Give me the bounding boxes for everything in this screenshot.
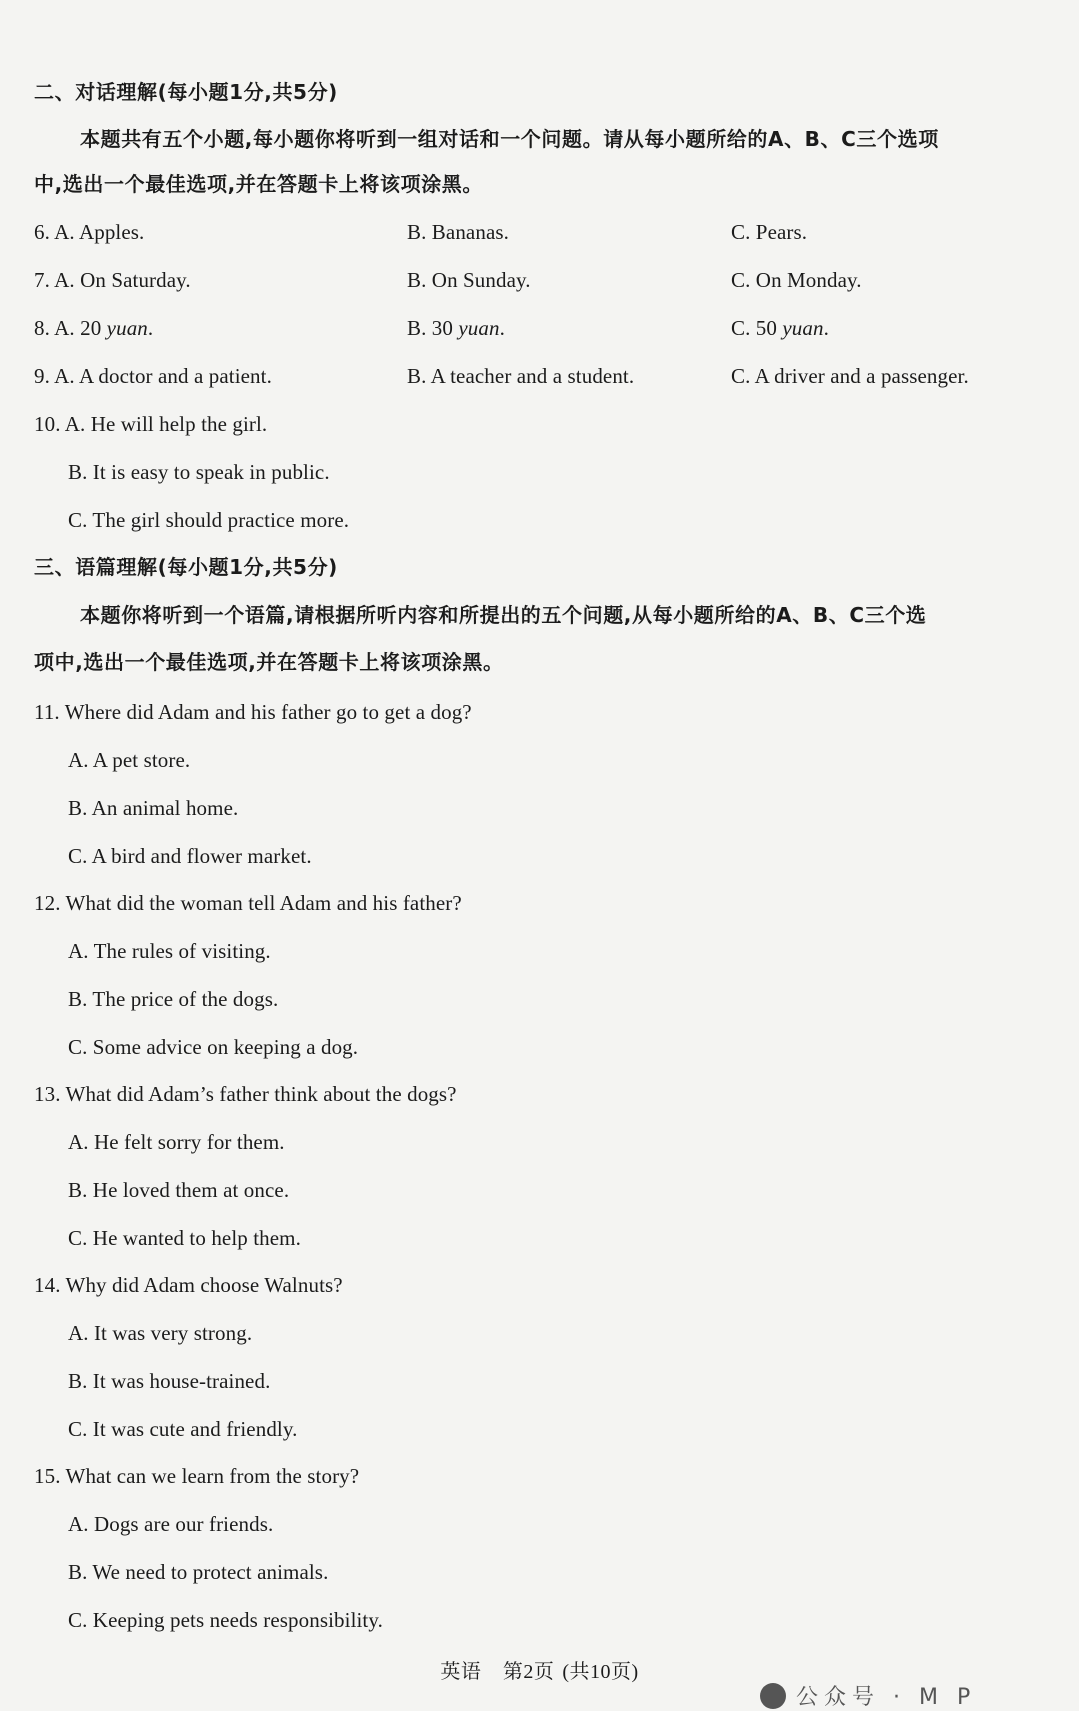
q13-question: 13. What did Adam’s father think about the dogs? [34, 1082, 457, 1106]
q12-option-c: C. Some advice on keeping a dog. [68, 1035, 359, 1059]
q13-option-b: B. He loved them at once. [68, 1178, 290, 1202]
q8-b-prefix: B. 30 [407, 316, 459, 340]
q8-a-suffix: . [147, 316, 154, 340]
q7-option-a: 7. A. On Saturday. [34, 268, 191, 292]
q8-option-c [731, 314, 829, 342]
q14-option-a: A. It was very strong. [68, 1321, 253, 1345]
section2-intro-line1: 本题共有五个小题,每小题你将听到一组对话和一个问题。请从每小题所给的A、B、C三个选项 [80, 127, 939, 151]
q8-c-suffix: . [823, 316, 829, 340]
q8-b-unit: yuan [458, 316, 500, 340]
q8-a-prefix: 8. A. 20 [34, 316, 107, 340]
q9-option-a: 9. A. A doctor and a patient. [34, 364, 272, 388]
q13-option-a: A. He felt sorry for them. [68, 1130, 285, 1154]
q9-option-b: B. A teacher and a student. [407, 364, 635, 388]
footer-total: (共10页) [562, 1661, 639, 1683]
q7-option-c: C. On Monday. [731, 268, 862, 292]
watermark-text: 公众号 · M P [796, 1685, 977, 1710]
q7-option-b: B. On Sunday. [407, 268, 531, 292]
section3-intro-line2: 项中,选出一个最佳选项,并在答题卡上将该项涂黑。 [34, 650, 504, 674]
q8-c-prefix: C. 50 [731, 316, 783, 340]
q8-a-unit: yuan [106, 316, 148, 340]
q8-c-unit: yuan [782, 316, 824, 340]
q14-question: 14. Why did Adam choose Walnuts? [34, 1273, 343, 1297]
q6-option-a: 6. A. Apples. [34, 220, 145, 244]
q12-question: 12. What did the woman tell Adam and his father? [34, 891, 462, 915]
q9-option-c: C. A driver and a passenger. [731, 364, 969, 388]
q8-b-suffix: . [499, 316, 505, 340]
q10-option-b: B. It is easy to speak in public. [68, 460, 330, 484]
q15-option-b: B. We need to protect animals. [68, 1560, 329, 1584]
q8-option-a [34, 314, 153, 342]
q10-option-a: 10. A. He will help the girl. [34, 412, 268, 436]
watermark-logo-icon [760, 1683, 786, 1709]
q12-option-b: B. The price of the dogs. [68, 987, 279, 1011]
footer-subject: 英语 [440, 1661, 482, 1683]
q11-question: 11. Where did Adam and his father go to get a dog? [34, 700, 472, 724]
q6-option-b: B. Bananas. [407, 220, 509, 244]
q11-option-b: B. An animal home. [68, 796, 239, 820]
q8-option-b [407, 314, 505, 342]
q15-question: 15. What can we learn from the story? [34, 1464, 360, 1488]
q11-option-c: C. A bird and flower market. [68, 844, 312, 868]
q15-option-a: A. Dogs are our friends. [68, 1512, 274, 1536]
section2-intro-line2: 中,选出一个最佳选项,并在答题卡上将该项涂黑。 [34, 172, 483, 196]
footer-page: 第2页 [502, 1661, 555, 1683]
section2-title: 二、对话理解(每小题1分,共5分) [34, 80, 338, 104]
q15-option-c: C. Keeping pets needs responsibility. [68, 1608, 383, 1632]
q13-option-c: C. He wanted to help them. [68, 1226, 301, 1250]
q6-option-c: C. Pears. [731, 220, 808, 244]
q11-option-a: A. A pet store. [68, 748, 191, 772]
section3-title: 三、语篇理解(每小题1分,共5分) [34, 555, 338, 579]
q14-option-c: C. It was cute and friendly. [68, 1417, 298, 1441]
q14-option-b: B. It was house-trained. [68, 1369, 271, 1393]
q10-option-c: C. The girl should practice more. [68, 508, 350, 532]
section3-intro-line1: 本题你将听到一个语篇,请根据所听内容和所提出的五个问题,从每小题所给的A、B、C三个选 [80, 603, 927, 627]
q12-option-a: A. The rules of visiting. [68, 939, 271, 963]
